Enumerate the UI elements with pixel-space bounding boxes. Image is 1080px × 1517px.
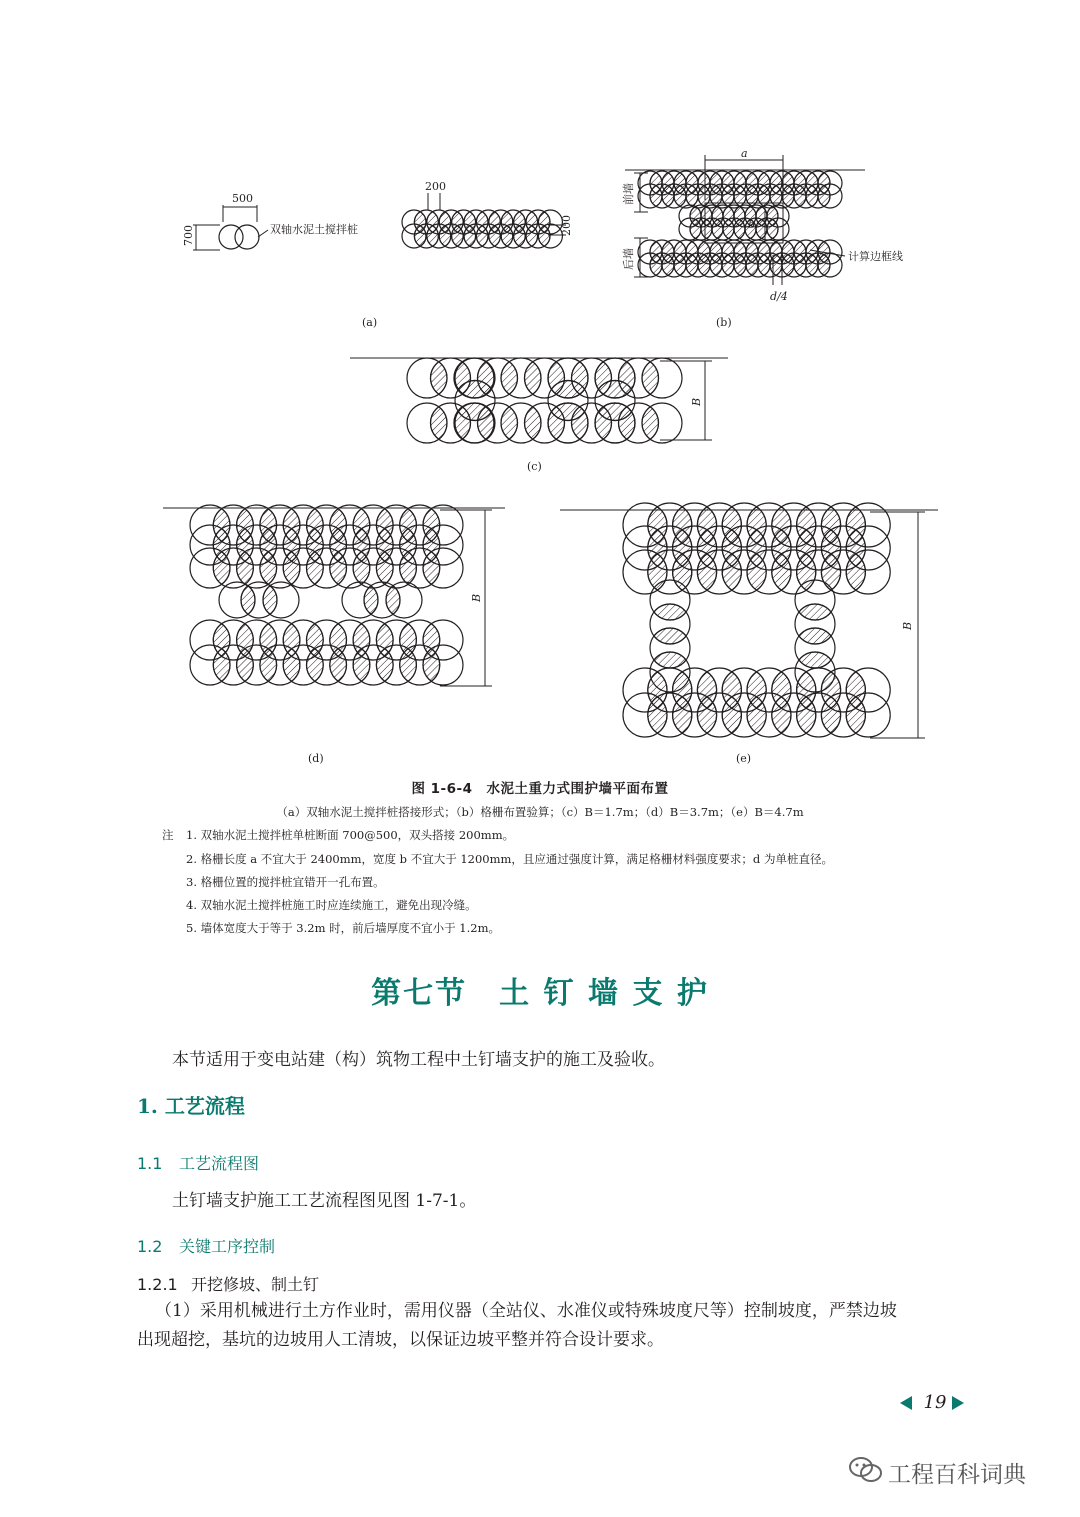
pile-overlap <box>650 186 662 207</box>
pile-overlap <box>799 604 831 620</box>
pile-overlap <box>818 255 830 276</box>
note-item-2: 2. 格栅长度 a 不宜大于 2400mm，宽度 b 不宜大于 1200mm，且应通过强度计算，满足格栅材料强度要求；d 为单桩直径。 <box>186 852 833 866</box>
heading-process: 1. 工艺流程 <box>137 1094 245 1118</box>
pile-overlap <box>794 255 806 276</box>
pile-overlap <box>674 255 686 276</box>
pile-overlap <box>263 586 277 614</box>
dim-200-right: 200 <box>560 215 573 236</box>
figure-caption: 图 1-6-4 水泥土重力式围护墙平面布置 <box>411 781 669 797</box>
section-title: 第七节 土 钉 墙 支 护 <box>371 976 709 1011</box>
paragraph-1-1: 土钉墙支护施工工艺流程图见图 1-7-1。 <box>172 1191 477 1211</box>
pile-overlap <box>782 186 794 207</box>
pile-overlap <box>525 407 542 439</box>
note-item-1: 1. 双轴水泥土搅拌桩单桩断面 700@500，双头搭接 200mm。 <box>186 828 515 842</box>
heading-1-1-text: 工艺流程图 <box>179 1154 260 1173</box>
pile-overlap <box>758 255 770 276</box>
pile-overlap <box>427 226 439 247</box>
dim-a: a <box>741 147 748 160</box>
pile-circle <box>219 225 243 249</box>
pile-overlap <box>770 255 782 276</box>
pile-overlap <box>501 407 518 439</box>
pile-overlap <box>376 649 393 682</box>
pile-overlap <box>423 552 440 585</box>
pile-overlap <box>353 649 370 682</box>
note-item-5: 5. 墙体宽度大于等于 3.2m 时，前后墙厚度不宜小于 1.2m。 <box>186 921 500 935</box>
pile-overlap <box>698 255 710 276</box>
pile-overlap <box>525 362 542 394</box>
pile-overlap <box>414 226 426 247</box>
pile-overlap <box>686 255 698 276</box>
pile-overlap <box>386 586 400 614</box>
pile-overlap <box>782 255 794 276</box>
pile-overlap <box>662 255 674 276</box>
pile-overlap <box>283 649 300 682</box>
boundary-label: 计算边框线 <box>848 250 903 263</box>
pile-overlap <box>723 219 734 238</box>
pile-overlap <box>799 652 831 668</box>
pile-overlap <box>283 552 300 585</box>
pile-overlap <box>690 219 701 238</box>
pile-overlap <box>642 407 659 439</box>
pile-overlap <box>400 649 417 682</box>
note-item-3: 3. 格栅位置的搅拌桩宜错开一孔布置。 <box>186 875 385 889</box>
back-wall-label: 后墙 <box>622 248 635 270</box>
dim-700: 700 <box>182 225 195 246</box>
pile-overlap <box>260 552 277 585</box>
pile-overlap <box>710 255 722 276</box>
note-item-4: 4. 双轴水泥土搅拌桩施工时应连续施工，避免出现冷缝。 <box>186 898 477 912</box>
pile-overlap <box>431 362 448 394</box>
pile-overlap <box>746 255 758 276</box>
pile-overlap <box>307 649 324 682</box>
pile-overlap <box>650 255 662 276</box>
pile-overlap <box>237 649 254 682</box>
pile-overlap <box>439 226 451 247</box>
next-page-arrow-icon <box>952 1396 964 1410</box>
paragraph-1-2-1-line1: （1）采用机械进行土方作业时，需用仪器（全站仪、水准仪或特殊坡度尺等）控制坡度，严禁边坡 <box>155 1301 897 1321</box>
dim-B-e: B <box>901 621 914 630</box>
pile-overlap <box>489 226 501 247</box>
pile-overlap <box>353 552 370 585</box>
pile-overlap <box>501 226 513 247</box>
dim-B-c: B <box>690 397 703 406</box>
pile-overlap <box>654 628 686 644</box>
pile-overlap <box>662 186 674 207</box>
pile-overlap <box>734 255 746 276</box>
pile-overlap <box>213 649 230 682</box>
pile-overlap <box>806 186 818 207</box>
pile-overlap <box>734 219 745 238</box>
heading-1-2-1 <box>137 1272 319 1295</box>
wechat-icon <box>848 1455 884 1485</box>
figure-subcaption: （a）双轴水泥土搅拌桩搭接形式；（b）格栅布置验算；（c）B＝1.7m；（d）B＝3.7m；（e）B＝4.7m <box>276 805 804 819</box>
pile-overlap <box>654 604 686 620</box>
pile-overlap <box>722 255 734 276</box>
heading-1-2-number: 1.2 <box>137 1237 163 1256</box>
panel-c-label: (c) <box>527 460 542 473</box>
pile-overlap <box>654 652 686 668</box>
paragraph-1-2-1-line2: 出现超挖，基坑的边坡用人工清坡，以保证边坡平整并符合设计要求。 <box>137 1330 664 1350</box>
dim-B-d: B <box>470 593 483 602</box>
heading-1-2-1-number: 1.2.1 <box>137 1275 178 1294</box>
panel-e-label: (e) <box>736 752 752 765</box>
pile-overlap <box>452 226 464 247</box>
pile-overlap <box>464 226 476 247</box>
dim-b: b <box>748 218 756 231</box>
dim-d: d/4 <box>770 290 788 303</box>
pile-overlap <box>213 552 230 585</box>
pile-overlap <box>767 219 778 238</box>
pile-overlap <box>330 649 347 682</box>
pile-overlap <box>806 255 818 276</box>
pile-overlap <box>526 226 538 247</box>
dim-500: 500 <box>232 192 253 205</box>
heading-1-2-text: 关键工序控制 <box>179 1237 276 1256</box>
pile-circle <box>235 225 259 249</box>
pile-overlap <box>701 219 712 238</box>
heading-1-1-number: 1.1 <box>137 1154 163 1173</box>
pile-overlap <box>423 649 440 682</box>
heading-1-1 <box>137 1151 259 1174</box>
pile-overlap <box>330 552 347 585</box>
watermark-text: 工程百科词典 <box>888 1462 1026 1488</box>
pile-overlap <box>260 649 277 682</box>
pile-overlap <box>241 586 255 614</box>
pile-overlap <box>237 552 254 585</box>
pile-overlap <box>799 628 831 644</box>
pile-overlap <box>712 219 723 238</box>
pile-overlap <box>364 586 378 614</box>
pile-overlap <box>686 186 698 207</box>
pile-overlap <box>476 226 488 247</box>
panel-b-label: (b) <box>716 316 732 329</box>
panel-d-label: (d) <box>308 752 324 765</box>
pile-overlap <box>642 362 659 394</box>
pile-overlap <box>431 407 448 439</box>
heading-1-2 <box>137 1234 275 1257</box>
pile-overlap <box>674 186 686 207</box>
pile-overlap <box>501 362 518 394</box>
pile-overlap <box>538 226 550 247</box>
intro-paragraph: 本节适用于变电站建（构）筑物工程中土钉墙支护的施工及验收。 <box>172 1050 665 1070</box>
prev-page-arrow-icon <box>900 1396 912 1410</box>
front-wall-label: 前墙 <box>622 183 635 205</box>
heading-1-2-1-text: 开挖修坡、制土钉 <box>191 1275 320 1294</box>
notes-prefix: 注 <box>162 828 174 842</box>
pile-overlap <box>400 552 417 585</box>
pile-label: 双轴水泥土搅拌桩 <box>270 223 358 236</box>
pile-overlap <box>818 186 830 207</box>
panel-a-label: (a) <box>362 316 378 329</box>
pile-overlap <box>794 186 806 207</box>
dim-200-top: 200 <box>425 180 446 193</box>
pile-overlap <box>376 552 393 585</box>
page-number: 19 <box>923 1392 947 1413</box>
pile-overlap <box>307 552 324 585</box>
pile-overlap <box>514 226 526 247</box>
